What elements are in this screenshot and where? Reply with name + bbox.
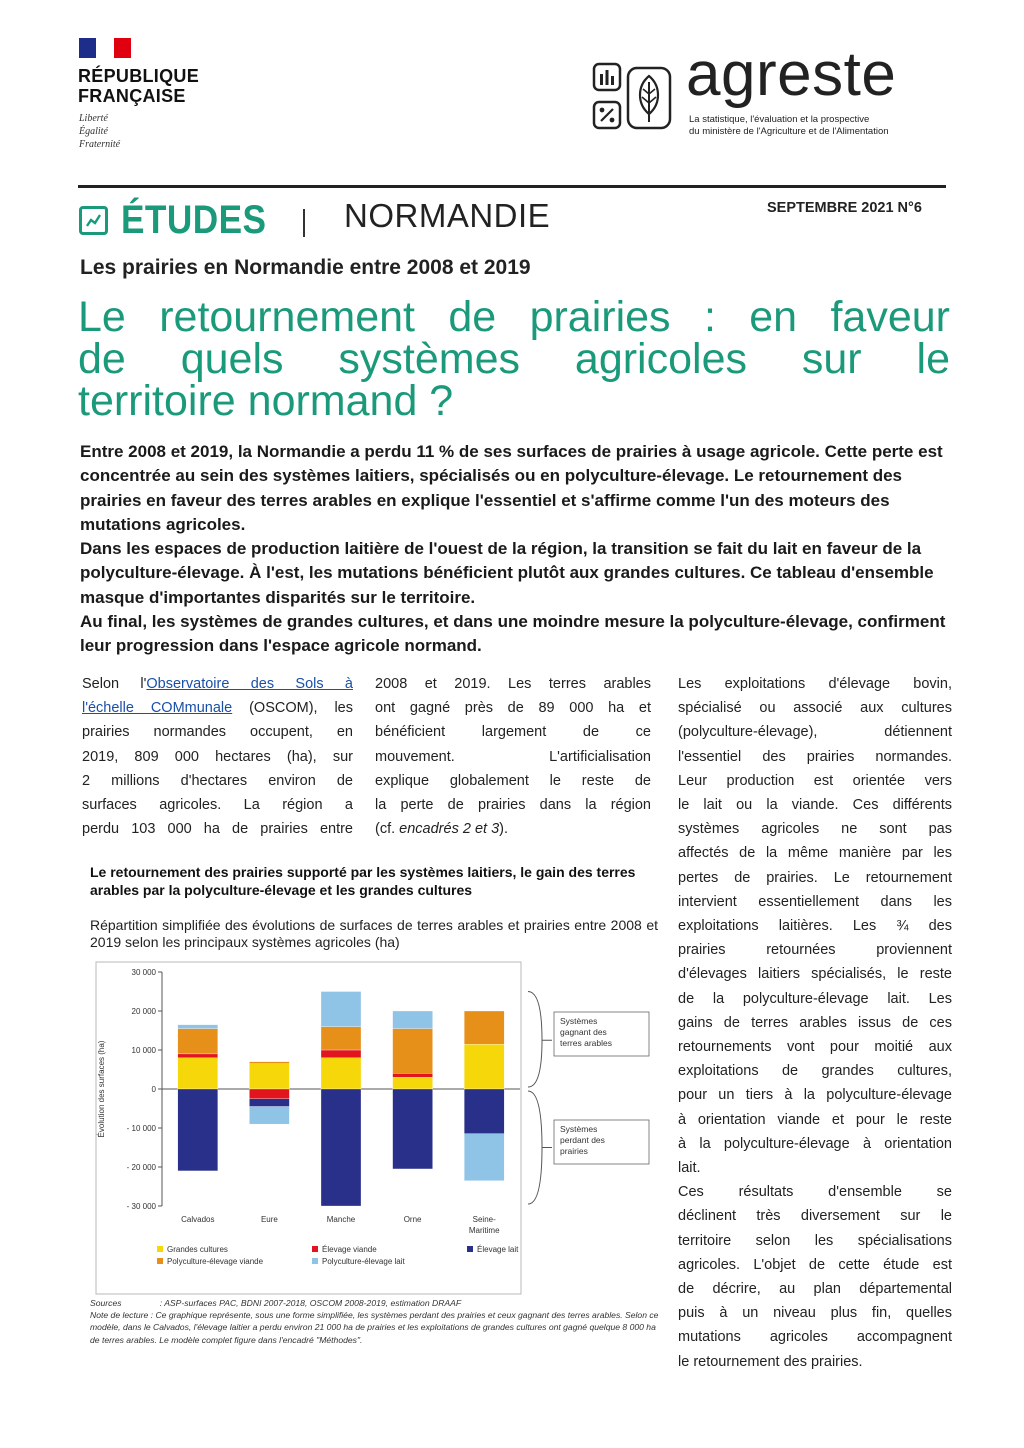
col3-line: (polyculture-élevage), détiennent — [678, 724, 952, 741]
bar-segment — [178, 1029, 218, 1054]
bar-segment — [393, 1077, 433, 1089]
legend-swatch — [157, 1258, 163, 1264]
col1-line: 2 millions d'hectares environ de — [82, 772, 353, 789]
agreste-tagline-line-1: La statistique, l'évaluation et la prospective — [689, 114, 870, 125]
col3-line: Leur production est orientée vers — [678, 772, 952, 789]
legend-label: Polyculture-élevage lait — [322, 1257, 405, 1266]
bar-segment — [321, 1058, 361, 1089]
bar-segment — [321, 1089, 361, 1206]
col2-line: bénéficient largement de ce — [375, 724, 651, 741]
col2-line: ont gagné près de 89 000 ha et — [375, 700, 651, 717]
issue-date: SEPTEMBRE 2021 N°6 — [767, 200, 922, 216]
y-tick-label: - 10 000 — [126, 1124, 156, 1133]
col3-line: à orientation viande et pour le reste — [678, 1111, 952, 1128]
chart-trend-icon — [79, 206, 108, 235]
y-tick-label: - 20 000 — [126, 1163, 156, 1172]
col2-line: 2008 et 2019. Les terres arables — [375, 676, 651, 692]
col3-line: exploitations de grandes cultures, — [678, 1063, 952, 1080]
col3-line: le retournement des prairies. — [678, 1353, 863, 1370]
col1-line: prairies normandes occupent, en — [82, 724, 353, 741]
col2-line: mouvement. L'artificialisation — [375, 748, 651, 765]
legend-label: Polyculture-élevage viande — [167, 1257, 264, 1266]
bar-segment — [321, 1050, 361, 1058]
oscom-link[interactable]: Observatoire des Sols à — [146, 676, 353, 692]
body-column-1 — [82, 672, 353, 841]
bar-segment — [249, 1107, 289, 1125]
legend-swatch — [467, 1246, 473, 1252]
republic-motto — [79, 112, 120, 151]
x-category-label: Seine-Maritime — [468, 1215, 500, 1235]
col3-line: intervient essentiellement dans les — [678, 893, 952, 910]
col3-line: spécialisé ou associé aux cultures — [678, 700, 952, 717]
bar-segment — [393, 1089, 433, 1169]
intro-paragraph: Au final, les systèmes de grandes cultures, et dans une moindre mesure la polyculture-élevage, confirment leur progression dans l'espace agricole normand. — [80, 612, 946, 656]
gain-label-text: terres arables — [560, 1038, 612, 1048]
bar-segment — [249, 1099, 289, 1107]
y-tick-label: 0 — [151, 1085, 156, 1094]
col3-line: puis à un niveau plus fin, quelles — [678, 1305, 952, 1322]
y-tick-label: 20 000 — [131, 1007, 156, 1016]
intro-summary — [80, 440, 946, 659]
gain-label-text: gagnant des — [560, 1027, 607, 1037]
col3-line: Les exploitations d'élevage bovin, — [678, 676, 952, 692]
sources-line: Sources : ASP-surfaces PAC, BDNI 2007-2018, OSCOM 2008-2019, estimation DRAAF — [90, 1298, 462, 1308]
y-tick-label: 30 000 — [131, 968, 156, 977]
france-flag-logo — [79, 38, 131, 58]
bar-segment — [393, 1073, 433, 1077]
bar-segment — [464, 1011, 504, 1044]
col3-line: à la polyculture-élevage à orientation — [678, 1135, 952, 1152]
bar-segment — [464, 1089, 504, 1134]
col3-line: affectés de la même manière par les — [678, 845, 952, 862]
loss-label-text: Systèmes — [560, 1124, 598, 1134]
stacked-bar-chart — [82, 960, 672, 1295]
intro-paragraph: Entre 2008 et 2019, la Normandie a perdu 11 % de ses surfaces de prairies à usage agricole. Cette perte est concentrée au sein des systèmes laitiers, spécialisés ou en polyculture-élevage. Le retournement des prairies en faveur des terres arables en explique l'essentiel et s'affirme comme l'un des moteurs des mutations agricoles. — [80, 442, 943, 534]
legend-label: Grandes cultures — [167, 1245, 228, 1254]
y-tick-label: - 30 000 — [126, 1202, 156, 1211]
x-category-label: Orne — [403, 1215, 422, 1224]
bar-segment — [178, 1058, 218, 1089]
col3-line: d'élevages laitiers spécialisés, le reste — [678, 966, 952, 983]
col3-line: pour un tiers à la polyculture-élevage — [678, 1087, 952, 1104]
col2-line: la perte de prairies dans la région — [375, 797, 651, 814]
col2-line: explique globalement le reste de — [375, 772, 651, 789]
bar-segment — [393, 1029, 433, 1074]
header-divider — [78, 185, 946, 188]
col3-line: déclinent très diversement sur le — [678, 1208, 952, 1225]
gain-label-text: Systèmes — [560, 1016, 598, 1026]
title-line-1: Le retournement de prairies : en faveur — [78, 293, 950, 341]
body-column-3 — [678, 672, 952, 1374]
agreste-brand: agreste — [686, 40, 897, 109]
document-title — [78, 293, 950, 425]
col2-ref-line: (cf. encadrés 2 et 3). — [375, 821, 508, 838]
col1-line: Selon l'Observatoire des Sols à — [82, 676, 353, 692]
region-name: NORMANDIE — [344, 197, 551, 234]
x-category-label: Eure — [260, 1215, 278, 1224]
title-line-2: de quels systèmes agricoles sur le — [78, 335, 950, 383]
col3-line: de décrire, au plan départemental — [678, 1281, 952, 1298]
col3-line: le lait ou la viande. Ces différents — [678, 797, 952, 814]
oscom-link-cont[interactable]: l'échelle COMmunale — [82, 700, 233, 717]
col3-line: prairies retournées proviennent — [678, 942, 952, 959]
bar-segment — [464, 1134, 504, 1181]
chart-subtitle: Répartition simplifiée des évolutions de surfaces de terres arables et prairies entre 2008 et 2019 selon les principaux systèmes agricoles (ha) — [90, 917, 658, 950]
col3-line: territoire selon les spécialisations — [678, 1232, 952, 1249]
bar-segment — [178, 1089, 218, 1171]
col1-line: surfaces agricoles. La région a — [82, 797, 353, 814]
legend-label: Élevage lait — [477, 1245, 519, 1254]
bar-segment — [321, 1027, 361, 1050]
series-label: ÉTUDES — [121, 198, 267, 242]
col3-line: systèmes agricoles ne sont pas — [678, 821, 952, 838]
y-axis-label: Évolution des surfaces (ha) — [97, 1040, 106, 1138]
gain-bracket — [528, 992, 542, 1088]
col3-line: mutations agricoles accompagnent — [678, 1329, 952, 1346]
y-tick-label: 10 000 — [131, 1046, 156, 1055]
col1-line: perdu 103 000 ha de prairies entre — [82, 821, 353, 838]
col3-line: gains de terres arables issus de ces — [678, 1014, 952, 1031]
document-subtitle: Les prairies en Normandie entre 2008 et 2019 — [80, 256, 531, 279]
col3-line: de la polyculture-élevage lait. Les — [678, 990, 952, 1007]
col3-line: exploitations laitières. Les ¾ des — [678, 918, 952, 935]
x-category-label: Calvados — [181, 1215, 215, 1224]
bar-segment — [393, 1011, 433, 1029]
body-column-2 — [375, 672, 651, 841]
legend-swatch — [157, 1246, 163, 1252]
motto-line-1: Liberté — [79, 113, 108, 124]
loss-bracket — [528, 1091, 542, 1204]
col3-line: retournements vont pour moitié aux — [678, 1039, 952, 1056]
loss-label-text: perdant des — [560, 1135, 605, 1145]
agreste-tagline — [689, 114, 889, 138]
x-category-label: Manche — [326, 1215, 356, 1224]
bar-segment — [464, 1044, 504, 1089]
agreste-logo-icon — [592, 62, 674, 134]
agreste-tagline-line-2: du ministère de l'Agriculture et de l'Alimentation — [689, 126, 889, 137]
legend-swatch — [312, 1246, 318, 1252]
title-line-3: territoire normand ? — [78, 377, 454, 425]
motto-line-2: Égalité — [79, 126, 108, 137]
col3-line: agricoles. L'objet de cette étude est — [678, 1256, 952, 1273]
rf-line-2: FRANÇAISE — [78, 86, 186, 106]
loss-label-text: prairies — [560, 1146, 588, 1156]
title-separator — [303, 209, 305, 237]
col1-line: 2019, 809 000 hectares (ha), sur — [82, 748, 353, 765]
republique-francaise-wordmark — [78, 66, 199, 106]
legend-label: Élevage viande — [322, 1245, 377, 1254]
bar-segment — [178, 1025, 218, 1029]
bar-segment — [249, 1064, 289, 1089]
bar-segment — [249, 1089, 289, 1099]
rf-line-1: RÉPUBLIQUE — [78, 66, 200, 86]
bar-segment — [249, 1062, 289, 1064]
reading-note: Note de lecture : Ce graphique représente, sous une forme simplifiée, les systèmes perdant des prairies et ceux gagnant des terres arables. Selon ce modèle, dans le Calvados, l'élevage laitier a perdu environ 21 000 ha de prairies et les exploitations de grandes cultures ont gagné quelque 8 000 ha de terres arables. Le modèle complet figure dans l'encadré "Méthodes". — [90, 1310, 659, 1345]
chart-notes — [90, 1297, 662, 1346]
motto-line-3: Fraternité — [79, 139, 121, 150]
chart-title: Le retournement des prairies supporté par les systèmes laitiers, le gain des terres arables par la polyculture-élevage et les grandes cultures — [90, 864, 636, 898]
col3-line: lait. — [678, 1160, 701, 1177]
legend-swatch — [312, 1258, 318, 1264]
col3-line: Ces résultats d'ensemble se — [678, 1184, 952, 1201]
col3-line: l'essentiel des prairies normandes. — [678, 748, 952, 765]
bar-segment — [321, 992, 361, 1027]
intro-paragraph: Dans les espaces de production laitière de l'ouest de la région, la transition se fait du lait en faveur de la polyculture-élevage. À l'est, les mutations bénéficient plutôt aux grandes cultures. Ce tableau d'ensemble masque d'importantes disparités sur le territoire. — [80, 539, 934, 607]
bar-segment — [178, 1054, 218, 1058]
col3-line: pertes de prairies. Le retournement — [678, 869, 952, 886]
col1-line: l'échelle COMmunale (OSCOM), les — [82, 700, 353, 717]
